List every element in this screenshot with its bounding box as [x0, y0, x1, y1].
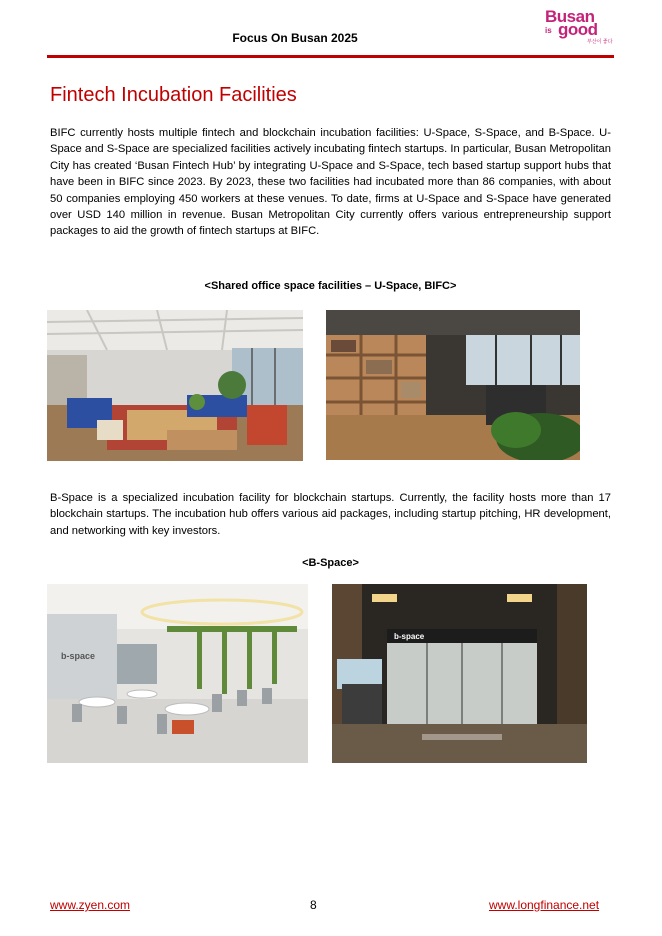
- b-space-door-sign: b-space: [394, 632, 425, 641]
- caption-u-space: <Shared office space facilities – U-Space, BIFC>: [204, 280, 457, 292]
- footer-link-zyen[interactable]: www.zyen.com: [50, 898, 131, 912]
- photo-b-space-cafe: [47, 584, 308, 763]
- photo-u-space-lounge: [47, 310, 303, 461]
- busan-is-good-logo: [543, 8, 617, 46]
- paragraph-fintech-facilities: BIFC currently hosts multiple fintech and blockchain incubation facilities: U-Space, S-Space, and B-Space. U-Space and S-Space are specialized facilities actively incubating fintech startups. In particular, Busan Metropolitan City has created ‘Busan Fintech Hub’ by integrating U-Space and S-Space, tech based startup support hubs that have been in BIFC since 2023. By 2023, these two facilities had incubated more than 86 companies, with about 50 companies employing 450 workers at these venues. To date, firms at U-Space and S-Space have generated over USD 140 million in revenue. Busan Metropolitan City currently offers various entrepreneurship support packages to aid the growth of fintech startups at BIFC.: [50, 127, 611, 238]
- photo-u-space-library: [326, 310, 580, 460]
- b-space-wall-sign: b-space: [61, 651, 96, 661]
- caption-b-space: <B-Space>: [302, 557, 359, 569]
- photo-b-space-entrance: [332, 584, 587, 763]
- page-number: 8: [310, 898, 317, 912]
- logo-word-is: is: [545, 26, 552, 35]
- paragraph-b-space: B-Space is a specialized incubation facility for blockchain startups. Currently, the facility hosts more than 17 blockchain startups. The incubation hub offers various aid packages, including startup pitching, HR development, and networking with key investors.: [50, 492, 611, 537]
- header-divider: [47, 55, 614, 58]
- page-header-title: Focus On Busan 2025: [232, 31, 358, 45]
- logo-subtitle: 부산이 좋다: [587, 39, 613, 45]
- logo-word-busan: Busan: [545, 7, 595, 26]
- footer-link-longfinance[interactable]: www.longfinance.net: [489, 898, 600, 912]
- logo-word-good: good: [558, 20, 598, 39]
- section-title: Fintech Incubation Facilities: [50, 84, 297, 106]
